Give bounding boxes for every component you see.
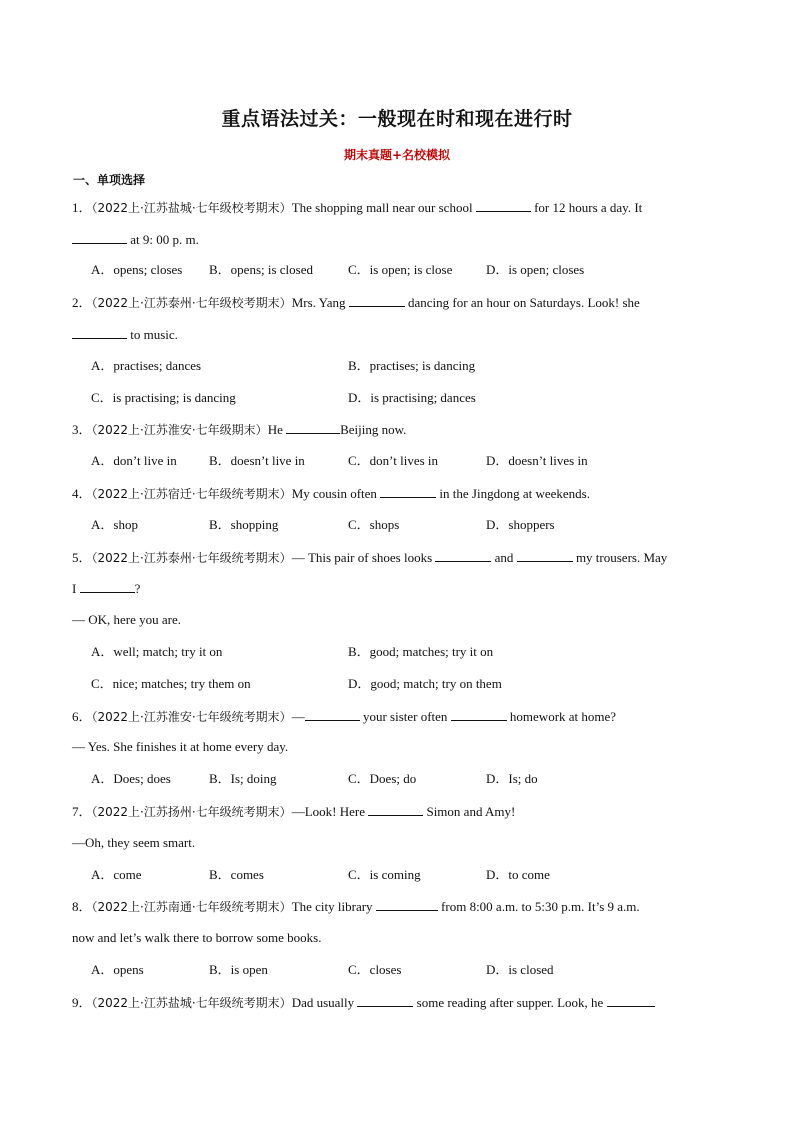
question-source: （2022上·江苏盐城·七年级校考期末） [91,201,292,215]
question-source: （2022上·江苏泰州·七年级校考期末） [91,296,292,310]
question-8: 8．（2022上·江苏南通·七年级统考期末）The city library from 8:00 a.m. to 5:30 p.m. It’s 9 a.m. [72,899,640,914]
answer-blank [476,199,531,212]
option-d[interactable]: D．good; match; try on them [348,676,502,691]
question-source: （2022上·江苏盐城·七年级统考期末） [91,996,292,1010]
question-9: 9．（2022上·江苏盐城·七年级统考期末）Dad usually some reading after supper. Look, he [72,994,655,1011]
option-a[interactable]: A．opens; closes [91,262,183,277]
option-c[interactable]: C．nice; matches; try them on [91,676,251,691]
option-c[interactable]: C．is open; is close [348,262,453,277]
option-c[interactable]: C．shops [348,517,400,532]
question-2: 2．（2022上·江苏泰州·七年级校考期末）Mrs. Yang dancing for an hour on Saturdays. Look! she [72,295,640,310]
question-5-line-2: I ? [72,581,141,596]
question-6-reply: — Yes. She finishes it at home every day. [72,739,289,754]
answer-blank [607,994,655,1007]
answer-blank [305,708,360,721]
option-b[interactable]: B．Is; doing [209,771,277,786]
question-2-line-2: to music. [72,326,178,343]
option-c[interactable]: C．don’t lives in [348,453,439,468]
question-source: （2022上·江苏扬州·七年级统考期末） [91,805,292,819]
answer-blank [451,708,507,721]
option-b[interactable]: B．good; matches; try it on [348,644,494,659]
answer-blank [376,898,438,911]
question-number: 9． [72,995,92,1010]
option-b[interactable]: B．comes [209,867,264,882]
question-1: 1．（2022上·江苏盐城·七年级校考期末）The shopping mall near our school for 12 hours a day. It [72,200,643,215]
answer-blank [349,294,405,307]
option-d[interactable]: D．is practising; dances [348,390,476,405]
question-7-reply: —Oh, they seem smart. [72,835,196,850]
option-c[interactable]: C．is practising; is dancing [91,390,236,405]
question-number: 3． [72,422,92,437]
option-b[interactable]: B．practises; is dancing [348,358,476,373]
option-b[interactable]: B．shopping [209,517,279,532]
question-number: 4． [72,486,92,501]
option-c[interactable]: C．closes [348,962,402,977]
question-5-reply: — OK, here you are. [72,612,182,627]
option-a[interactable]: A．don’t live in [91,453,177,468]
option-b[interactable]: B．doesn’t live in [209,453,305,468]
question-source: （2022上·江苏宿迁·七年级统考期末） [91,487,292,501]
option-d[interactable]: D．is open; closes [486,262,585,277]
answer-blank [72,231,127,244]
option-d[interactable]: D．to come [486,867,550,882]
question-4: 4．（2022上·江苏宿迁·七年级统考期末）My cousin often in the Jingdong at weekends. [72,486,590,501]
question-1-line-2: at 9: 00 p. m. [72,231,199,248]
option-d[interactable]: D．is closed [486,962,554,977]
option-a[interactable]: A．opens [91,962,144,977]
answer-blank [72,326,127,339]
option-a[interactable]: A．come [91,867,142,882]
page-title: 重点语法过关：一般现在时和现在进行时 [221,108,573,130]
option-a[interactable]: A．practises; dances [91,358,202,373]
option-c[interactable]: C．is coming [348,867,421,882]
question-source: （2022上·江苏淮安·七年级期末） [91,423,268,437]
question-number: 6． [72,709,92,724]
question-7: 7．（2022上·江苏扬州·七年级统考期末）—Look! Here Simon and Amy! [72,804,516,819]
option-b[interactable]: B．opens; is closed [209,262,313,277]
question-number: 5． [72,550,92,565]
page-subtitle: 期末真题+名校模拟 [343,148,451,162]
option-d[interactable]: D．Is; do [486,771,538,786]
question-5: 5．（2022上·江苏泰州·七年级统考期末）— This pair of shoes looks and my trousers. May [72,550,668,565]
question-number: 1． [72,200,92,215]
answer-blank [286,421,340,434]
option-a[interactable]: A．Does; does [91,771,171,786]
answer-blank [435,549,491,562]
answer-blank [357,994,413,1007]
question-source: （2022上·江苏淮安·七年级统考期末） [91,710,292,724]
question-number: 8． [72,899,92,914]
answer-blank [80,580,135,593]
option-d[interactable]: D．doesn’t lives in [486,453,588,468]
question-8-line-2: now and let’s walk there to borrow some books. [72,930,322,945]
answer-blank [380,485,436,498]
answer-blank [517,549,573,562]
question-6: 6．（2022上·江苏淮安·七年级统考期末）— your sister often homework at home? [72,709,617,724]
question-3: 3．（2022上·江苏淮安·七年级期末）He Beijing now. [72,422,407,437]
question-number: 2． [72,295,92,310]
question-source: （2022上·江苏泰州·七年级统考期末） [91,551,292,565]
option-b[interactable]: B．is open [209,962,268,977]
option-a[interactable]: A．shop [91,517,138,532]
section-heading: 一、单项选择 [73,173,146,187]
option-a[interactable]: A．well; match; try it on [91,644,223,659]
question-number: 7． [72,804,92,819]
option-d[interactable]: D．shoppers [486,517,555,532]
answer-blank [368,803,423,816]
question-source: （2022上·江苏南通·七年级统考期末） [91,900,292,914]
option-c[interactable]: C．Does; do [348,771,417,786]
